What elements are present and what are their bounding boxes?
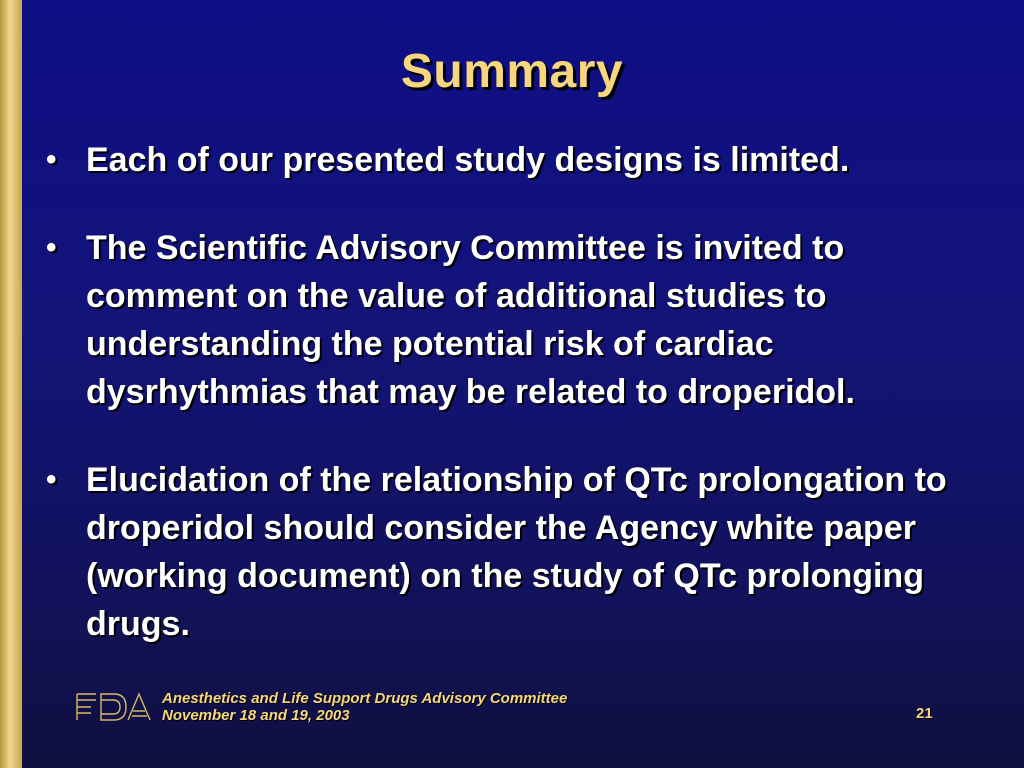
page-number: 21 — [916, 705, 933, 722]
bullet-item — [44, 224, 1004, 416]
slide-title: Summary — [400, 45, 624, 98]
footer-caption — [162, 690, 567, 724]
footer-committee: Anesthetics and Life Support Drugs Advisory Committee — [162, 690, 568, 707]
bullet-dot-icon: • — [46, 231, 57, 264]
bullet-text: The Scientific Advisory Committee is invited to comment on the value of additional studies to understanding the potential risk of cardiac dysrhythmias that may be related to droperidol. — [86, 229, 855, 411]
bullet-dot-icon: • — [46, 463, 57, 496]
bullet-item — [44, 136, 1004, 184]
bullet-text: Elucidation of the relationship of QTc prolongation to droperidol should consider the Agency white paper (working document) on the study of QTc prolonging drugs. — [86, 461, 947, 643]
bullet-text: Each of our presented study designs is limited. — [86, 141, 850, 179]
bullet-item — [44, 456, 1004, 648]
bullet-dot-icon: • — [46, 143, 57, 176]
bullet-list — [44, 136, 1004, 688]
gold-side-bar — [0, 0, 22, 768]
footer-dates: November 18 and 19, 2003 — [162, 707, 350, 724]
fda-logo — [74, 690, 154, 724]
